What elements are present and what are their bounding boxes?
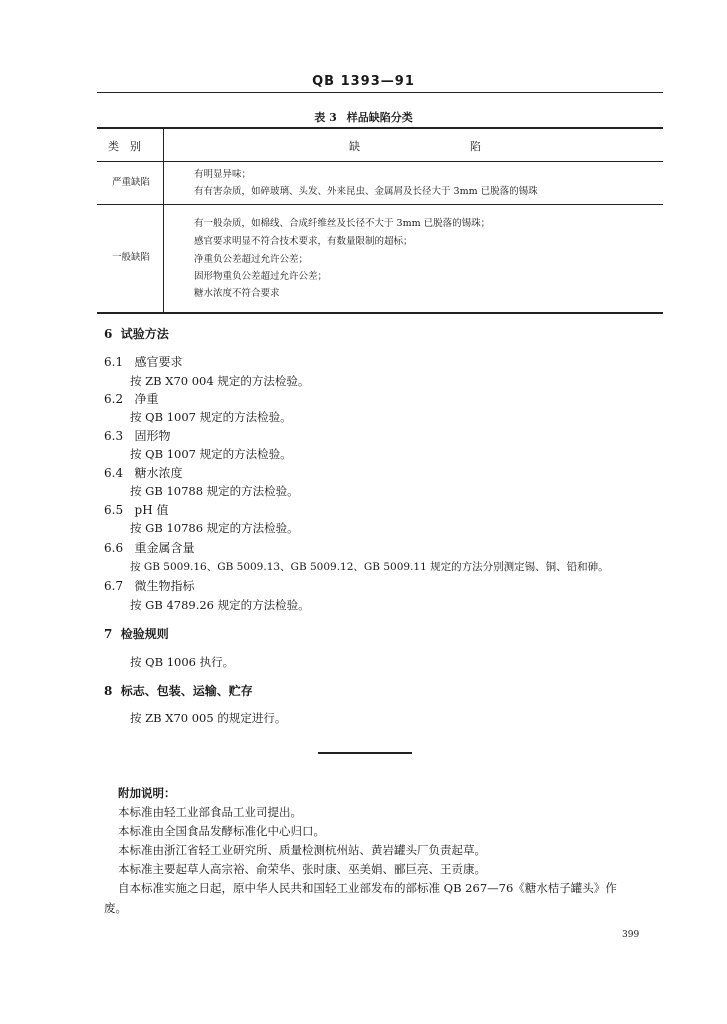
notes-line: 本标准由轻工业部食品工业司提出。 (118, 805, 302, 819)
table-caption-number: 表 3 (314, 111, 337, 124)
subsection-heading (104, 539, 195, 556)
subsection-title: pH 值 (134, 503, 169, 517)
subsection-text: 按 GB 5009.16、GB 5009.13、GB 5009.12、GB 5009.11 规定的方法分别测定锡、铜、铅和砷。 (130, 561, 609, 573)
subsection-number: 6.1 (104, 355, 124, 369)
subsection-number: 6.5 (104, 503, 124, 517)
subsection-heading (104, 464, 183, 481)
subsection-number: 6.6 (104, 541, 124, 555)
subsection-heading (104, 501, 169, 518)
subsection-heading (104, 427, 171, 444)
table-cell-line: 固形物重负公差超过允许公差； (194, 271, 328, 282)
subsection-text: 按 QB 1007 规定的方法检验。 (130, 410, 292, 424)
standard-code-header: QB 1393—91 (312, 74, 415, 89)
notes-title: 附加说明： (118, 786, 176, 800)
subsection-text: 按 ZB X70 004 规定的方法检验。 (130, 374, 310, 388)
subsection-heading (104, 390, 159, 407)
subsection-number: 6.7 (104, 579, 124, 593)
notes-line: 废。 (104, 901, 127, 915)
section-7-text: 按 QB 1006 执行。 (130, 655, 235, 669)
subsection-title: 固形物 (134, 429, 171, 443)
table-row-category: 一般缺陷 (112, 252, 151, 263)
page-number: 399 (622, 930, 640, 940)
section-number: 6 (104, 327, 113, 341)
subsection-number: 6.3 (104, 429, 124, 443)
subsection-title: 净重 (134, 392, 159, 406)
subsection-text: 按 QB 1007 规定的方法检验。 (130, 447, 292, 461)
table-column-rule (163, 127, 164, 313)
section-8-text: 按 ZB X70 005 的规定进行。 (130, 711, 287, 725)
table-bottom-rule (97, 312, 663, 314)
subsection-title: 重金属含量 (134, 541, 195, 555)
section-number: 7 (104, 627, 113, 641)
subsection-title: 感官要求 (134, 355, 183, 369)
table-cell-line: 糖水浓度不符合要求 (194, 288, 280, 299)
table-cell-line: 净重负公差超过允许公差； (194, 254, 309, 265)
subsection-text: 按 GB 10786 规定的方法检验。 (130, 521, 299, 535)
table-cell-line: 有有害杂质，如碎玻璃、头发、外来昆虫、金属屑及长径大于 3mm 已脱落的锡珠 (194, 186, 538, 197)
notes-line: 本标准由全国食品发酵标准化中心归口。 (118, 824, 325, 838)
subsection-number: 6.2 (104, 392, 124, 406)
subsection-text: 按 GB 4789.26 规定的方法检验。 (130, 598, 310, 612)
header-rule (97, 92, 663, 93)
subsection-heading (104, 577, 195, 594)
section-title: 标志、包装、运输、贮存 (120, 684, 253, 698)
table-row-category: 严重缺陷 (112, 177, 151, 188)
subsection-text: 按 GB 10788 规定的方法检验。 (130, 484, 299, 498)
section-title: 试验方法 (120, 327, 169, 341)
subsection-number: 6.4 (104, 466, 124, 480)
end-separator-rule (318, 752, 412, 754)
notes-line: 自本标准实施之日起，原中华人民共和国轻工业部发布的部标准 QB 267—76《糖水桔子罐头》作 (118, 881, 617, 895)
section-6-heading (104, 325, 169, 342)
notes-line: 本标准主要起草人高宗裕、俞荣华、张时康、巫美娟、郦巨亮、王贡康。 (118, 862, 486, 876)
table-top-rule (97, 127, 663, 129)
table-caption-title: 样品缺陷分类 (346, 111, 413, 124)
subsection-heading (104, 353, 183, 370)
section-7-heading (104, 625, 169, 642)
notes-line: 本标准由浙江省轻工业研究所、质量检测杭州站、黄岩罐头厂负责起草。 (118, 843, 486, 857)
table-header-category: 类 别 (108, 140, 141, 153)
table-header-rule (97, 161, 663, 162)
table-caption (0, 109, 727, 125)
table-cell-line: 感官要求明显不符合技术要求，有数量限制的超标； (194, 236, 413, 247)
subsection-title: 微生物指标 (134, 579, 195, 593)
section-title: 检验规则 (120, 627, 169, 641)
table-row-rule (97, 204, 663, 205)
section-number: 8 (104, 684, 113, 698)
section-8-heading (104, 682, 253, 699)
table-cell-line: 有明显异味； (194, 169, 252, 180)
subsection-title: 糖水浓度 (134, 466, 183, 480)
table-cell-line: 有一般杂质，如棉线、合成纤维丝及长径不大于 3mm 已脱落的锡珠； (194, 218, 491, 229)
table-header-defect: 缺 陷 (349, 140, 481, 153)
